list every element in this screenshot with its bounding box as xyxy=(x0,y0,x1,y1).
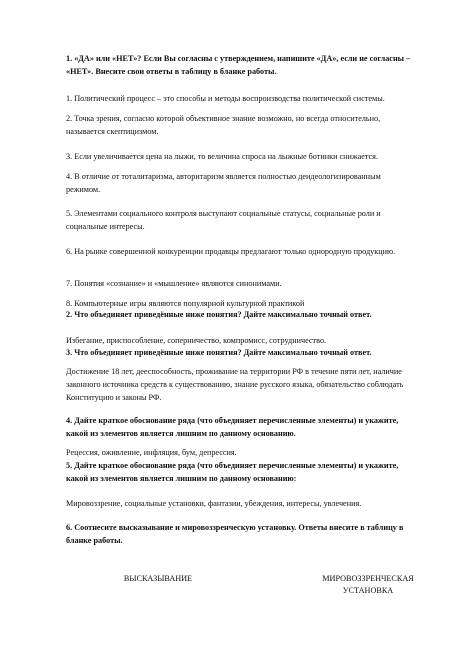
task2-items: Избегание, приспособление, соперничество, компромисс, сотрудничество. xyxy=(66,336,327,345)
table-header-statement: ВЫСКАЗЫВАНИЕ xyxy=(123,574,193,583)
task1-statement-4: 4. В отличие от тоталитаризма, авторитаризм является полностью деидеологизированным режимом. xyxy=(66,172,381,194)
task2-heading: 2. Что объединяет приведённые ниже понятия? Дайте максимально точный ответ. xyxy=(66,310,372,319)
task5-heading: 5. Дайте краткое обоснование ряда (что объединяет перечисленные элементы) и укажите, какой из элементов является лишним по данному основанию: xyxy=(66,461,399,483)
task1-statement-7: 7. Понятия «сознание» и «мышление» являются синонимами. xyxy=(66,279,282,288)
task1-statement-3: 3. Если увеличивается цена на лыжи, то величина спроса на лыжные ботинки снижается. xyxy=(66,152,378,161)
table-header-worldview: МИРОВОЗЗРЕНЧЕСКАЯ УСТАНОВКА xyxy=(322,574,414,595)
task1-statement-5: 5. Элементами социального контроля выступают социальные статусы, социальные роли и социальные интересы. xyxy=(66,209,381,231)
task3-heading: 3. Что объединяет приведённые ниже понятия? Дайте максимально точный ответ. xyxy=(66,348,372,357)
task4-items: Рецессия, оживление, инфляция, бум, депрессия. xyxy=(66,448,237,457)
task1-statement-1: 1. Политический процесс – это способы и методы воспроизводства политической системы. xyxy=(66,94,385,103)
task6-heading: 6. Соотнесите высказывание и мировоззренческую установку. Ответы внесите в таблицу в бланке работы. xyxy=(66,523,404,545)
task1-statement-2: 2. Точка зрения, согласно которой объективное знание возможно, но всегда относительно, называется скептицизмом. xyxy=(66,114,381,136)
task3-items: Достижение 18 лет, дееспособность, проживание на территории РФ в течение пяти лет, наличие законного источника средств к существованию, знание русского языка, обязательство соблюдать Конституцию и законы РФ. xyxy=(66,367,404,402)
task5-items: Мировоззрение, социальные установки, фантазии, убеждения, интересы, увлечения. xyxy=(66,499,362,508)
task4-heading: 4. Дайте краткое обоснование ряда (что объединяет перечисленные элементы) и укажите, какой из элементов является лишним по данному основанию. xyxy=(66,416,399,438)
task1-statement-6: 6. На рынке совершенной конкуренции продавцы предлагают только однородную продукцию. xyxy=(66,247,396,256)
task1-statement-8: 8. Компьютерные игры являются популярной культурной практикой xyxy=(66,299,305,308)
task1-heading: 1. «ДА» или «НЕТ»? Если Вы согласны с утверждением, напишите «ДА», если не согласны – «НЕТ». Внесите свои ответы в таблицу в бланке работы. xyxy=(66,54,411,76)
